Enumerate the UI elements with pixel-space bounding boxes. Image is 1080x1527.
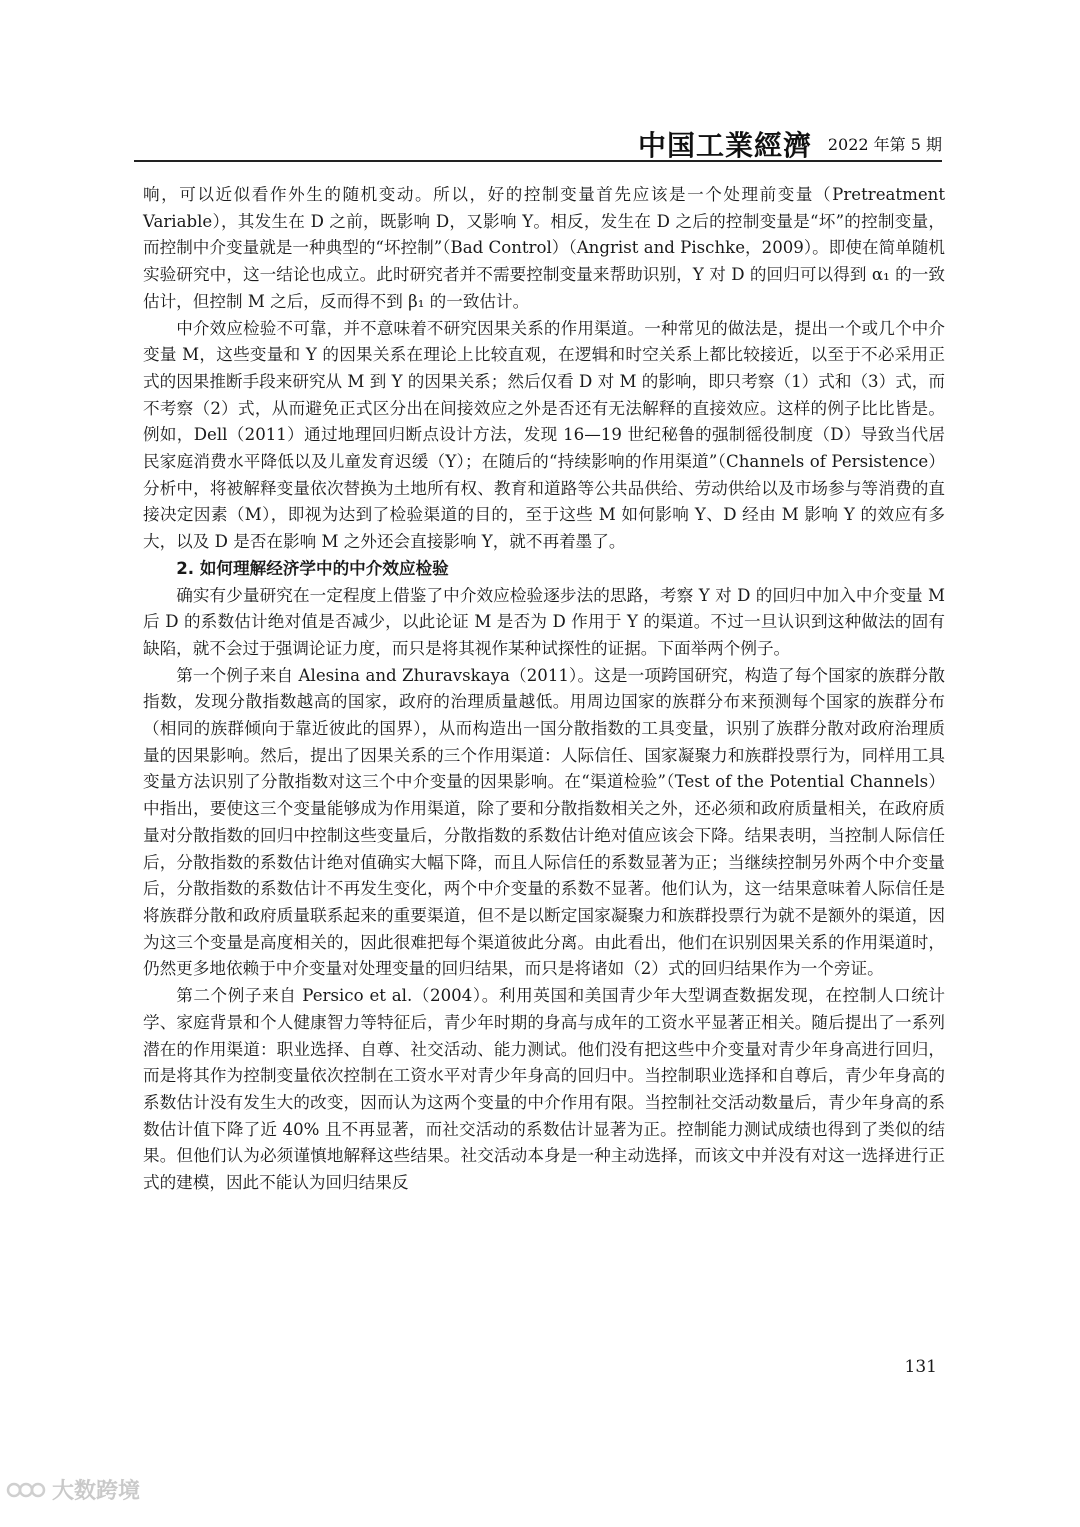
paragraph: 第二个例子来自 Persico et al.（2004）。利用英国和美国青少年大型调查数据发现，在控制人口统计学、家庭背景和个人健康智力等特征后，青少年时期的身高与成年的工资水平显著正相关。随后提出了一系列潜在的作用渠道：职业选择、自尊、社交活动、能力测试。他们没有把这些中介变量对青少年身高进行回归，而是将其作为控制变量依次控制在工资水平对青少年身高的回归中。当控制职业选择和自尊后，青少年身高的系数估计没有发生大的改变，因而认为这两个变量的中介作用有限。当控制社交活动数量后，青少年身高的系数估计值下降了近 40% 且不再显著，而社交活动的系数估计显著为正。控制能力测试成绩也得到了类似的结果。但他们认为必须谨慎地解释这些结果。社交活动本身是一种主动选择，而该文中并没有对这一选择进行正式的建模，因此不能认为回归结果反 <box>143 986 945 1193</box>
paragraph: 第一个例子来自 Alesina and Zhuravskaya（2011）。这是一项跨国研究，构造了每个国家的族群分散指数，发现分散指数越高的国家，政府的治理质量越低。用周边国家的族群分布来预测每个国家的族群分布（相同的族群倾向于靠近彼此的国界），从而构造出一国分散指数的工具变量，识别了族群分散对政府治理质量的因果影响。然后，提出了因果关系的三个作用渠道：人际信任、国家凝聚力和族群投票行为，同样用工具变量方法识别了分散指数对这三个中介变量的因果影响。在“渠道检验”（Test of the Potential Channels）中指出，要使这三个变量能够成为作用渠道，除了要和分散指数相关之外，还必须和政府质量相关，在政府质量对分散指数的回归中控制这些变量后，分散指数的系数估计绝对值应该会下降。结果表明，当控制人际信任后，分散指数的系数估计绝对值确实大幅下降，而且人际信任的系数显著为正；当继续控制另外两个中介变量后，分散指数的系数估计不再发生变化，两个中介变量的系数不显著。他们认为，这一结果意味着人际信任是将族群分散和政府质量联系起来的重要渠道，但不是以断定国家凝聚力和族群投票行为就不是额外的渠道，因为这三个变量是高度相关的，因此很难把每个渠道彼此分离。由此看出，他们在识别因果关系的作用渠道时，仍然更多地依赖于中介变量对处理变量的回归结果，而只是将诸如（2）式的回归结果作为一个旁证。 <box>143 665 945 979</box>
paragraph: 确实有少量研究在一定程度上借鉴了中介效应检验逐步法的思路，考察 Y 对 D 的回归中加入中介变量 M 后 D 的系数估计绝对值是否减少，以此论证 M 是否为 D 作用于 Y 的渠道。不过一旦认识到这种做法的固有缺陷，就不会过于强调论证力度，而只是将其视作某种试探性的证据。下面举两个例子。 <box>143 585 945 658</box>
paragraph-continued: 响，可以近似看作外生的随机变动。所以，好的控制变量首先应该是一个处理前变量（Pretreatment Variable），其发生在 D 之前，既影响 D，又影响 Y。相反，发生在 D 之后的控制变量是“坏”的控制变量，而控制中介变量就是一种典型的“坏控制”（Bad Control）（Angrist and Pischke，2009）。即使在简单随机实验研究中，这一结论也成立。此时研究者并不需要控制变量来帮助识别，Y 对 D 的回归可以得到 α₁ 的一致估计，但控制 M 之后，反而得不到 β₁ 的一致估计。 <box>143 185 945 311</box>
watermark-logo-icon <box>6 1477 46 1503</box>
watermark-text: 大数跨境 <box>52 1479 141 1504</box>
article-body <box>143 182 945 1197</box>
header-rule <box>134 160 942 162</box>
journal-name: 中国工業經濟 <box>637 129 812 162</box>
page-number: 131 <box>904 1357 937 1377</box>
watermark <box>6 1474 140 1505</box>
page-header <box>134 120 942 162</box>
paragraph: 中介效应检验不可靠，并不意味着不研究因果关系的作用渠道。一种常见的做法是，提出一个或几个中介变量 M，这些变量和 Y 的因果关系在理论上比较直观，在逻辑和时空关系上都比较接近，以至于不必采用正式的因果推断手段来研究从 M 到 Y 的因果关系；然后仅看 D 对 M 的影响，即只考察（1）式和（3）式，而不考察（2）式，从而避免正式区分出在间接效应之外是否还有无法解释的直接效应。这样的例子比比皆是。例如，Dell（2011）通过地理回归断点设计方法，发现 16—19 世纪秘鲁的强制徭役制度（D）导致当代居民家庭消费水平降低以及儿童发育迟缓（Y）；在随后的“持续影响的作用渠道”（Channels of Persistence）分析中，将被解释变量依次替换为土地所有权、教育和道路等公共品供给、劳动供给以及市场参与等消费的直接决定因素（M），即视为达到了检验渠道的目的，至于这些 M 如何影响 Y、D 经由 M 影响 Y 的效应有多大，以及 D 是否在影响 M 之外还会直接影响 Y，就不再着墨了。 <box>143 318 945 552</box>
issue-label: 2022 年第 5 期 <box>827 135 942 154</box>
section-heading: 2. 如何理解经济学中的中介效应检验 <box>176 558 449 578</box>
